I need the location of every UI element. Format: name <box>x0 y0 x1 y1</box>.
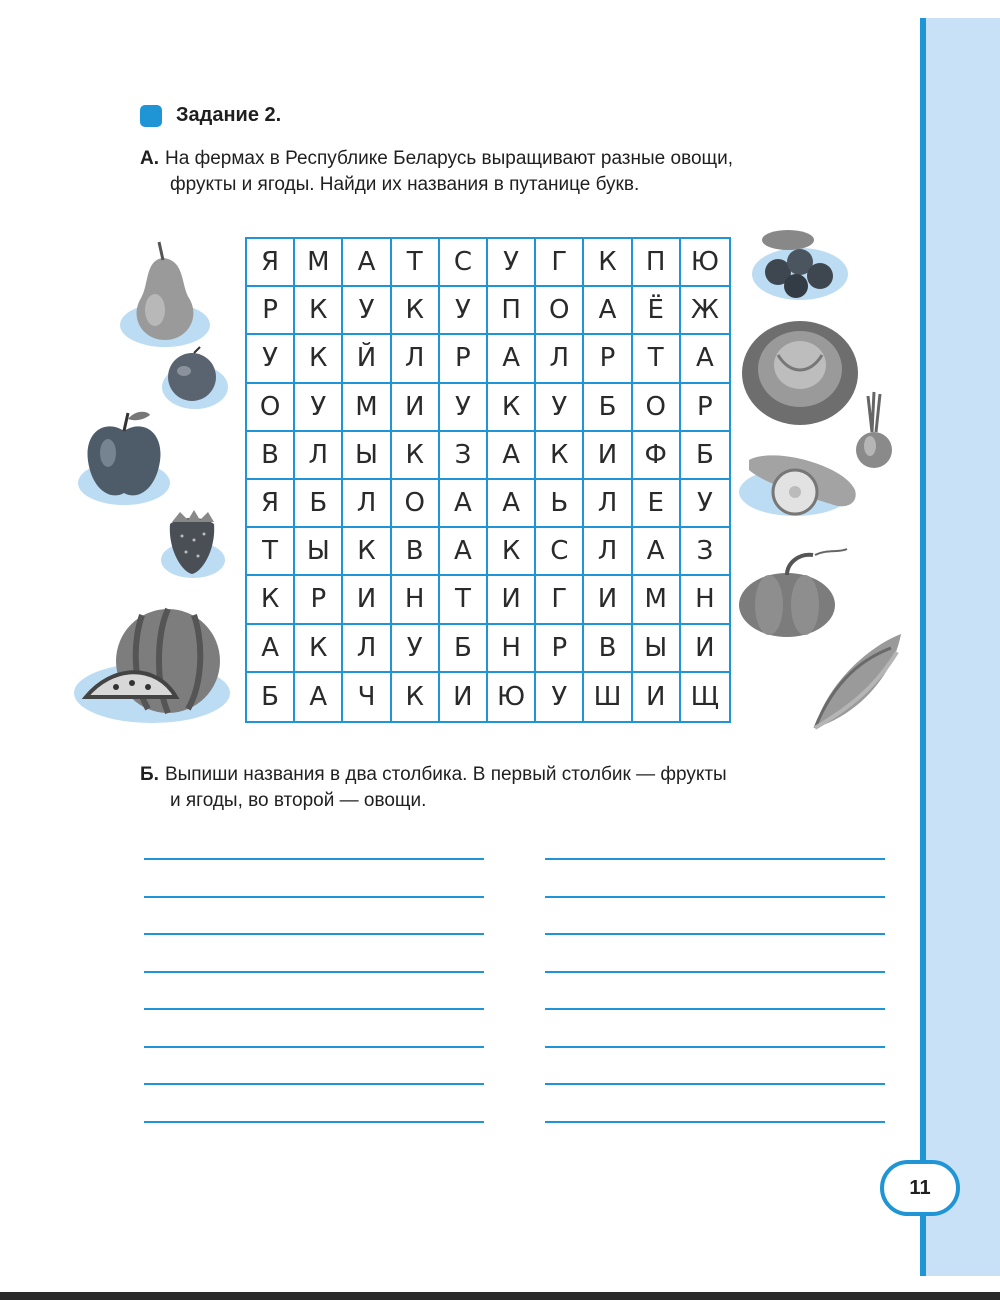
grid-cell: А <box>295 673 343 721</box>
grid-cell: Л <box>295 432 343 480</box>
grid-cell: У <box>488 239 536 287</box>
fruits-answer-line[interactable] <box>144 1046 484 1048</box>
grid-cell: Б <box>440 625 488 673</box>
grid-cell: Г <box>536 576 584 624</box>
grid-cell: А <box>440 528 488 576</box>
bottom-rule <box>0 1292 1000 1300</box>
page-number: 11 <box>880 1160 960 1216</box>
grid-cell: И <box>681 625 729 673</box>
grid-cell: А <box>633 528 681 576</box>
grid-cell: К <box>392 673 440 721</box>
part-a-line-1: На фермах в Республике Беларусь выращивают разные овощи, <box>165 148 734 169</box>
vegetables-answer-line[interactable] <box>545 933 885 935</box>
fruits-answer-column <box>144 858 484 1158</box>
grid-cell: А <box>488 432 536 480</box>
grid-cell: А <box>681 335 729 383</box>
grid-cell: Ь <box>536 480 584 528</box>
grid-cell: Я <box>247 239 295 287</box>
fruits-answer-line[interactable] <box>144 896 484 898</box>
vegetables-answer-line[interactable] <box>545 858 885 860</box>
corn-icon <box>805 628 910 733</box>
pumpkin-icon <box>735 545 855 640</box>
grid-cell: У <box>392 625 440 673</box>
grid-cell: Ы <box>295 528 343 576</box>
grid-cell: К <box>392 432 440 480</box>
grid-cell: А <box>343 239 391 287</box>
grid-cell: У <box>536 673 584 721</box>
grid-cell: У <box>295 384 343 432</box>
grid-cell: З <box>440 432 488 480</box>
grid-cell: Л <box>343 480 391 528</box>
grid-cell: О <box>247 384 295 432</box>
grid-cell: И <box>343 576 391 624</box>
grid-cell: У <box>536 384 584 432</box>
grid-cell: Ы <box>343 432 391 480</box>
blueberries-icon <box>748 222 848 307</box>
grid-cell: З <box>681 528 729 576</box>
grid-cell: П <box>488 287 536 335</box>
part-b-instructions <box>140 762 900 814</box>
grid-cell: В <box>392 528 440 576</box>
part-b-line-2: и ягоды, во второй — овощи. <box>170 790 427 811</box>
fruits-answer-line[interactable] <box>144 1121 484 1123</box>
grid-cell: К <box>392 287 440 335</box>
part-a-line-2: фрукты и ягоды. Найди их названия в путанице букв. <box>170 174 640 195</box>
grid-cell: К <box>247 576 295 624</box>
apple-icon <box>78 405 173 505</box>
grid-cell: Л <box>584 528 632 576</box>
vegetables-answer-line[interactable] <box>545 1046 885 1048</box>
part-b-line-1: Выпиши названия в два столбика. В первый столбик — фрукты <box>164 764 727 785</box>
vegetables-answer-column <box>545 858 885 1158</box>
grid-cell: В <box>584 625 632 673</box>
grid-cell: И <box>392 384 440 432</box>
grid-cell: Й <box>343 335 391 383</box>
grid-cell: Л <box>584 480 632 528</box>
grid-cell: Ч <box>343 673 391 721</box>
part-a-label: А. <box>140 148 159 169</box>
grid-cell: Л <box>392 335 440 383</box>
grid-cell: Я <box>247 480 295 528</box>
grid-cell: Р <box>681 384 729 432</box>
grid-cell: И <box>440 673 488 721</box>
grid-cell: М <box>343 384 391 432</box>
cabbage-icon <box>738 315 858 425</box>
grid-cell: А <box>488 480 536 528</box>
task-header <box>140 104 281 127</box>
grid-cell: К <box>295 335 343 383</box>
grid-cell: У <box>247 335 295 383</box>
grid-cell: Ф <box>633 432 681 480</box>
grid-cell: М <box>295 239 343 287</box>
part-a-instructions <box>140 146 900 198</box>
grid-cell: А <box>440 480 488 528</box>
grid-cell: Ж <box>681 287 729 335</box>
grid-cell: И <box>633 673 681 721</box>
grid-cell: Н <box>488 625 536 673</box>
grid-cell: С <box>536 528 584 576</box>
grid-cell: О <box>392 480 440 528</box>
side-margin-band <box>920 18 1000 1276</box>
grid-cell: У <box>343 287 391 335</box>
grid-cell: Р <box>536 625 584 673</box>
grid-cell: А <box>584 287 632 335</box>
grid-cell: К <box>343 528 391 576</box>
task-marker-icon <box>140 105 162 127</box>
vegetables-answer-line[interactable] <box>545 1121 885 1123</box>
grid-cell: К <box>488 384 536 432</box>
grid-cell: Ы <box>633 625 681 673</box>
grid-cell: Е <box>633 480 681 528</box>
grid-cell: Ю <box>681 239 729 287</box>
grid-cell: Б <box>295 480 343 528</box>
grid-cell: М <box>633 576 681 624</box>
grid-cell: А <box>247 625 295 673</box>
word-search-grid <box>245 237 731 723</box>
vegetables-answer-line[interactable] <box>545 1083 885 1085</box>
grid-cell: Р <box>295 576 343 624</box>
grid-cell: Р <box>584 335 632 383</box>
grid-cell: Р <box>440 335 488 383</box>
grid-cell: К <box>295 287 343 335</box>
grid-cell: А <box>488 335 536 383</box>
grid-cell: У <box>440 287 488 335</box>
zucchini-icon <box>735 440 865 525</box>
watermelon-icon <box>72 605 232 725</box>
part-b-label: Б. <box>140 764 159 785</box>
pear-icon <box>115 240 215 350</box>
task-title: Задание 2. <box>176 104 282 126</box>
grid-cell: Р <box>247 287 295 335</box>
grid-cell: Н <box>681 576 729 624</box>
vegetables-answer-line[interactable] <box>545 1008 885 1010</box>
grid-cell: Г <box>536 239 584 287</box>
grid-cell: Б <box>247 673 295 721</box>
fruits-answer-line[interactable] <box>144 971 484 973</box>
grid-cell: И <box>584 576 632 624</box>
grid-cell: О <box>536 287 584 335</box>
grid-cell: Т <box>440 576 488 624</box>
fruits-answer-line[interactable] <box>144 1083 484 1085</box>
grid-cell: В <box>247 432 295 480</box>
grid-cell: У <box>440 384 488 432</box>
grid-cell: С <box>440 239 488 287</box>
grid-cell: К <box>584 239 632 287</box>
grid-cell: И <box>584 432 632 480</box>
grid-cell: Ё <box>633 287 681 335</box>
grid-cell: Н <box>392 576 440 624</box>
grid-cell: К <box>536 432 584 480</box>
vegetables-answer-line[interactable] <box>545 896 885 898</box>
grid-cell: П <box>633 239 681 287</box>
grid-cell: Щ <box>690 681 720 712</box>
fruits-answer-line[interactable] <box>144 1008 484 1010</box>
grid-cell: Л <box>536 335 584 383</box>
grid-cell: К <box>488 528 536 576</box>
fruits-answer-line[interactable] <box>144 858 484 860</box>
grid-cell: Б <box>584 384 632 432</box>
grid-cell: Т <box>392 239 440 287</box>
grid-cell: Б <box>681 432 729 480</box>
grid-cell: Т <box>247 528 295 576</box>
grid-cell: Л <box>343 625 391 673</box>
strawberry-icon <box>158 500 228 580</box>
grid-cell: И <box>488 576 536 624</box>
grid-cell: У <box>681 480 729 528</box>
grid-cell: О <box>633 384 681 432</box>
grid-cell: Ш <box>584 673 632 721</box>
grid-cell: К <box>295 625 343 673</box>
grid-cell: Ю <box>488 673 536 721</box>
vegetables-answer-line[interactable] <box>545 971 885 973</box>
grid-cell: Т <box>633 335 681 383</box>
fruits-answer-line[interactable] <box>144 933 484 935</box>
